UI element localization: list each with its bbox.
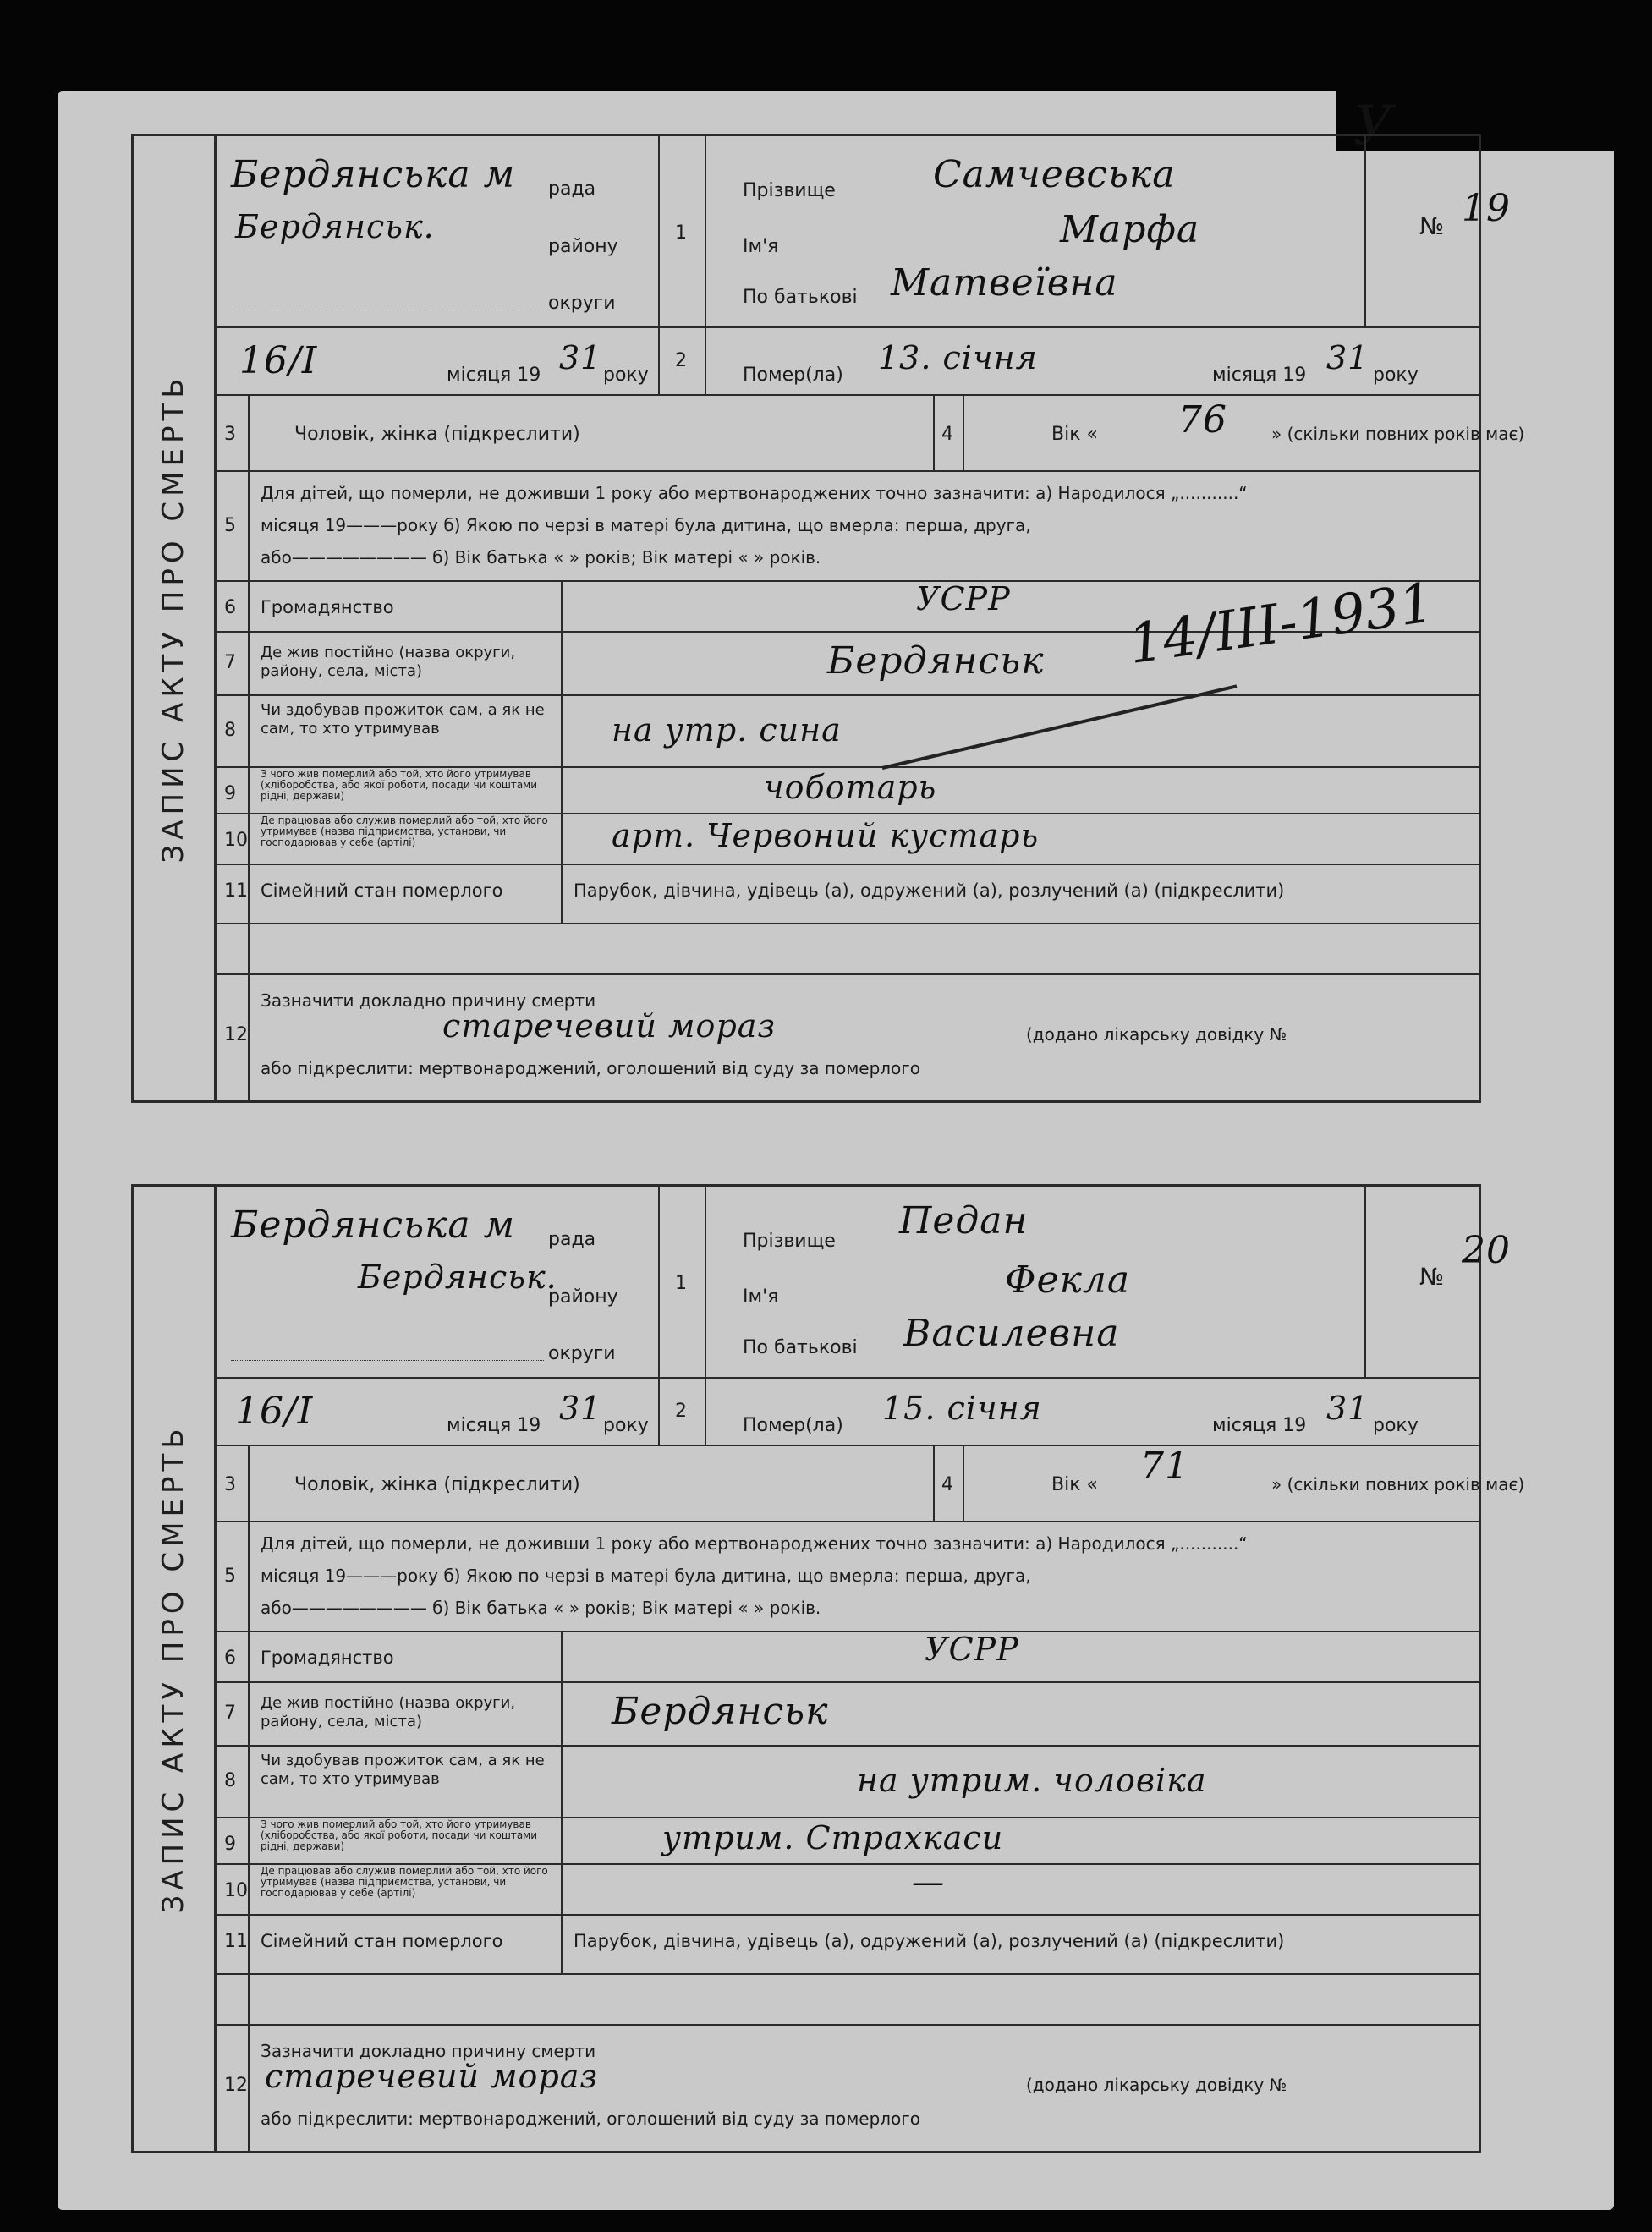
row5-line1: Для дітей, що померли, не доживши 1 року або мертвонароджених точно зазначити: а) Народилося „...........“ [261, 483, 1248, 503]
row-num-2: 2 [675, 1401, 687, 1422]
support-label: Чи здобував прожиток сам, а як не сам, то хто утримував [261, 1752, 545, 1788]
row5-line3: або———————— б) Вік батька « » років; Вік матері « » років. [261, 547, 821, 568]
row-num-8: 8 [224, 720, 236, 741]
month-label: місяця 19 [447, 365, 541, 386]
rayon-value: Бердянськ. [358, 1259, 557, 1296]
patronymic-value: Василевна [903, 1312, 1120, 1355]
cause-label: Зазначити докладно причину смерти [261, 990, 596, 1011]
name-label: Ім'я [743, 236, 779, 257]
name-value: Марфа [1060, 208, 1200, 251]
row5-line1: Для дітей, що померли, не доживши 1 року або мертвонароджених точно зазначити: а) Народилося „...........“ [261, 1533, 1248, 1554]
died-month-label: місяця 19 [1212, 365, 1307, 386]
side-title: ЗАПИС АКТУ ПРО СМЕРТЬ [156, 1423, 190, 1914]
side-title: ЗАПИС АКТУ ПРО СМЕРТЬ [156, 373, 190, 864]
cause-value: старечевий мораз [265, 2058, 599, 2095]
surname-value: Педан [899, 1199, 1029, 1242]
side-title-box [134, 136, 217, 1100]
name-label: Ім'я [743, 1286, 779, 1308]
died-year-label: року [1373, 1415, 1419, 1436]
row-num-4: 4 [941, 1474, 953, 1495]
died-date-value: 13. січня [878, 339, 1038, 376]
residence-label: Де жив постійно (назва округи, району, села, міста) [261, 644, 516, 680]
okrug-label: округи [548, 293, 616, 314]
row-num-1: 1 [675, 1273, 687, 1294]
row-num-12: 12 [224, 2075, 248, 2096]
died-month-label: місяця 19 [1212, 1415, 1307, 1436]
patronymic-label: По батькові [743, 287, 858, 308]
rada-value: Бердянська м [231, 153, 516, 196]
row-num-7: 7 [224, 1703, 236, 1724]
patronymic-value: Матвеївна [891, 261, 1118, 304]
cause-value: старечевий мораз [442, 1007, 777, 1045]
surname-label: Прізвище [743, 180, 836, 201]
row-num-4: 4 [941, 424, 953, 445]
cause-label: Зазначити докладно причину смерти [261, 2041, 596, 2061]
row-num-1: 1 [675, 222, 687, 244]
source-value: утрим. Страхкаси [662, 1819, 1004, 1856]
month-label: місяця 19 [447, 1415, 541, 1436]
death-record-form-1 [131, 134, 1525, 1103]
date-stamp: 14/ІІІ-1931 [1124, 572, 1438, 677]
died-year-label: року [1373, 365, 1419, 386]
source-label: З чого жив померлий або той, хто його утримував (хліборобства, або якої роботи, посади чи коштами рідні, держави) [261, 1818, 538, 1852]
rada-label: рада [548, 178, 596, 200]
stillborn-label: або підкреслити: мертвонароджений, оголошений від суду за померлого [261, 2109, 921, 2129]
row-num-9: 9 [224, 783, 236, 804]
sex-label: Чоловік, жінка (підкреслити) [294, 424, 580, 445]
support-value: на утрим. чоловіка [857, 1762, 1207, 1799]
rada-value: Бердянська м [231, 1204, 516, 1247]
source-value: чоботарь [764, 769, 937, 806]
reg-year-value: 31 [559, 339, 602, 376]
died-year-value: 31 [1326, 1390, 1369, 1427]
record-no-value: 20 [1462, 1229, 1511, 1272]
row-num-10: 10 [224, 830, 248, 851]
age-tail: » (скільки повних років має) [1271, 424, 1525, 444]
residence-value: Бердянськ [612, 1690, 829, 1733]
support-value: на утр. сина [612, 711, 842, 749]
row-num-11: 11 [224, 880, 248, 902]
corner-mark: У [1353, 95, 1393, 157]
row5-line2: місяця 19———року б) Якою по черзі в матері була дитина, що вмерла: перша, друга, [261, 1566, 1031, 1586]
reg-date-value: 16/І [235, 1390, 314, 1433]
died-label: Помер(ла) [743, 1415, 843, 1436]
marital-label: Сімейний стан померлого [261, 880, 503, 901]
row-num-3: 3 [224, 1474, 236, 1495]
row-num-10: 10 [224, 1880, 248, 1901]
medical-cert-label: (додано лікарську довідку № [1026, 2075, 1287, 2095]
workplace-label: Де працював або служив померлий або той, хто його утримував (назва підприємства, установи, чи господарював у себе (артілі) [261, 814, 548, 848]
workplace-value: арт. Червоний кустарь [612, 817, 1040, 854]
record-no-value: 19 [1462, 187, 1511, 230]
rayon-label: району [548, 236, 618, 257]
row-num-6: 6 [224, 1648, 236, 1669]
row-num-6: 6 [224, 597, 236, 618]
reg-year-value: 31 [559, 1390, 602, 1427]
source-label: З чого жив померлий або той, хто його утримував (хліборобства, або якої роботи, посади чи коштами рідні, держави) [261, 768, 538, 802]
residence-value: Бердянськ [827, 639, 1045, 683]
workplace-label: Де працював або служив померлий або той, хто його утримував (назва підприємства, установи, чи господарював у себе (артілі) [261, 1865, 548, 1899]
row-num-5: 5 [224, 1566, 236, 1587]
row5-line2: місяця 19———року б) Якою по черзі в матері була дитина, що вмерла: перша, друга, [261, 515, 1031, 535]
died-date-value: 15. січня [882, 1390, 1042, 1427]
row5-line3: або———————— б) Вік батька « » років; Вік матері « » років. [261, 1598, 821, 1618]
medical-cert-label: (додано лікарську довідку № [1026, 1024, 1287, 1045]
stillborn-label: або підкреслити: мертвонароджений, оголошений від суду за померлого [261, 1058, 921, 1078]
record-no-label: № [1419, 212, 1445, 240]
row-num-12: 12 [224, 1024, 248, 1045]
residence-label: Де жив постійно (назва округи, району, села, міста) [261, 1694, 516, 1730]
year-label: року [603, 365, 649, 386]
surname-value: Самчевська [933, 153, 1176, 196]
age-value: 76 [1178, 398, 1227, 441]
okrug-label: округи [548, 1343, 616, 1364]
citizenship-value: УСРР [925, 1631, 1019, 1668]
row-num-7: 7 [224, 652, 236, 673]
row-num-3: 3 [224, 424, 236, 445]
year-label: року [603, 1415, 649, 1436]
rayon-label: району [548, 1286, 618, 1308]
citizenship-value: УСРР [916, 580, 1011, 617]
rada-label: рада [548, 1229, 596, 1250]
reg-date-value: 16/І [239, 339, 318, 382]
died-year-value: 31 [1326, 339, 1369, 376]
age-tail: » (скільки повних років має) [1271, 1474, 1525, 1494]
sex-label: Чоловік, жінка (підкреслити) [294, 1474, 580, 1495]
death-record-form-2 [131, 1184, 1525, 2153]
marital-options: Парубок, дівчина, удівець (а), одружений (а), розлучений (а) (підкреслити) [574, 880, 1285, 901]
surname-label: Прізвище [743, 1231, 836, 1252]
age-label: Вік « [1051, 424, 1098, 445]
age-label: Вік « [1051, 1474, 1098, 1495]
citizenship-label: Громадянство [261, 1648, 394, 1668]
marital-options: Парубок, дівчина, удівець (а), одружений (а), розлучений (а) (підкреслити) [574, 1931, 1285, 1951]
record-no-label: № [1419, 1263, 1445, 1291]
side-title-box [134, 1187, 217, 2151]
rayon-value: Бердянськ. [235, 208, 435, 245]
patronymic-label: По батькові [743, 1337, 858, 1358]
marital-label: Сімейний стан померлого [261, 1931, 503, 1951]
row-num-8: 8 [224, 1770, 236, 1791]
name-value: Фекла [1005, 1259, 1131, 1302]
support-label: Чи здобував прожиток сам, а як не сам, то хто утримував [261, 701, 545, 738]
row-num-2: 2 [675, 350, 687, 371]
died-label: Помер(ла) [743, 365, 843, 386]
age-value: 71 [1140, 1445, 1189, 1488]
citizenship-label: Громадянство [261, 597, 394, 617]
row-num-9: 9 [224, 1834, 236, 1855]
row-num-11: 11 [224, 1931, 248, 1952]
row-num-5: 5 [224, 515, 236, 536]
workplace-value: — [912, 1863, 945, 1900]
